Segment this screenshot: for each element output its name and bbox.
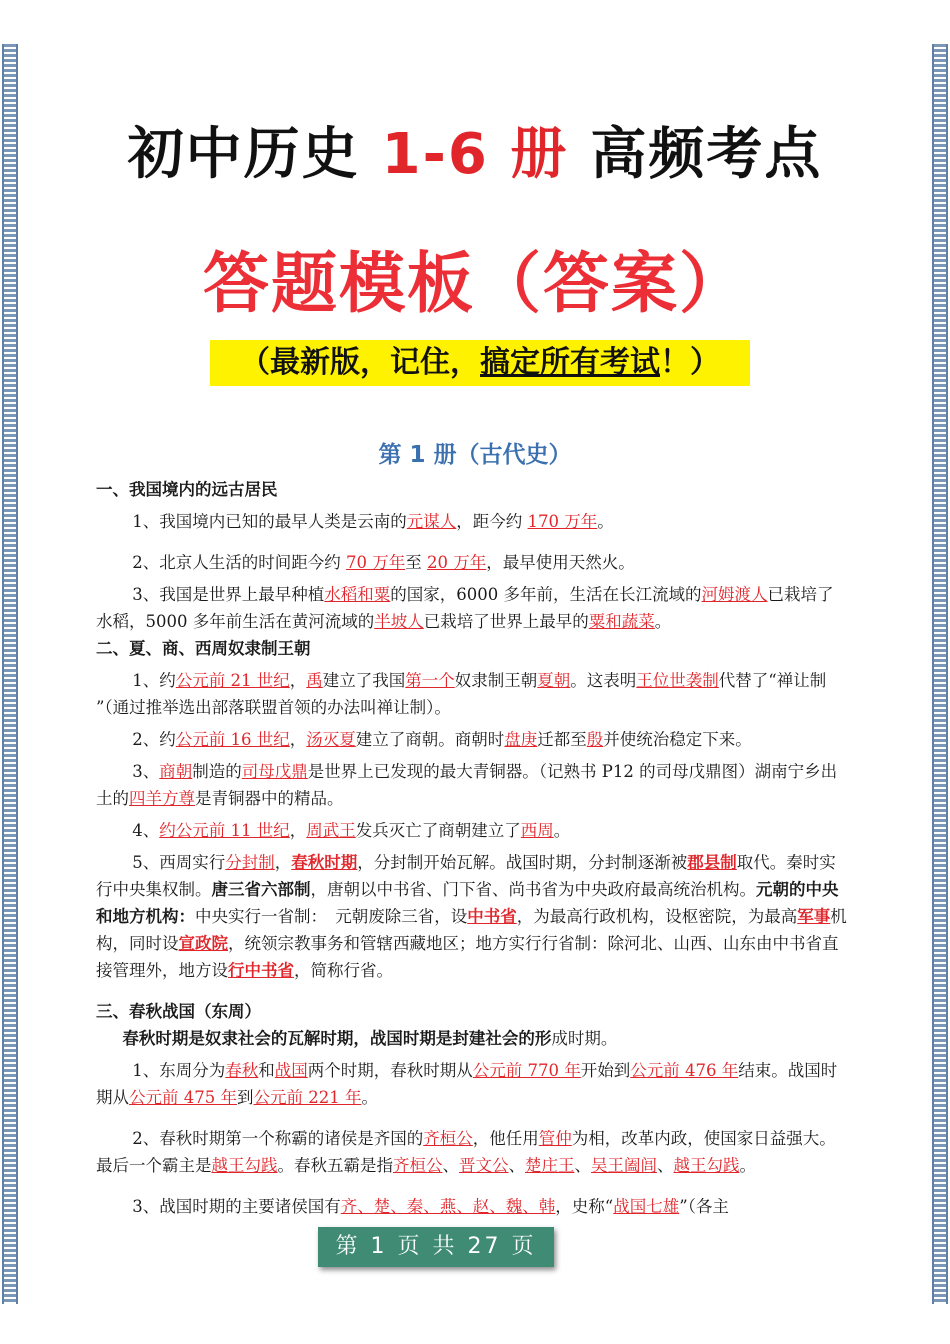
answer: 盘庚 [504,730,538,749]
answer: 分封制 [225,853,275,872]
text: 。 [597,512,614,531]
text: ，统领宗教事务和管辖西藏地区；地方实行行省制：除河北、山西、山东由中书省直接管理外，地方设 [96,934,839,980]
answer: 越王勾践 [673,1156,740,1175]
answer-bold: 行中书省 [228,961,294,980]
text: 。 [361,1088,378,1107]
answer: 越王勾践 [211,1156,278,1175]
section-heading-1: 一、我国境内的远古居民 [96,480,278,499]
text: 1、我国境内已知的最早人类是云南的 [132,512,407,531]
text: ，分封制开始瓦解。战国时期，分封制逐渐被 [357,853,688,872]
answer: 商朝 [159,762,193,781]
text: 。这表明 [570,671,637,690]
answer: 晋文公 [459,1156,509,1175]
text: 至 [405,553,428,572]
bold-term: 唐三省六部制 [211,880,311,899]
answer: 西周 [520,821,554,840]
paragraph-s3-3 [96,1193,850,1220]
answer: 公元前 475 年 [129,1088,237,1107]
text: ”（各主 [679,1197,729,1216]
answer: 王位世袭制 [636,671,719,690]
subtitle-banner [210,340,750,386]
answer: 吴王阖闾 [591,1156,657,1175]
text: 、 [574,1156,591,1175]
text: 是世界上已发现的最大青铜器。（记熟书 P12 的司母戊鼎图）湖南宁乡出土的 [96,762,838,808]
answer: 元谋人 [406,512,457,531]
text: ， [289,730,307,749]
answer: 齐桓公 [423,1129,473,1148]
paragraph-s2-3 [96,758,850,812]
answer: 约公元前 11 世纪 [159,821,290,840]
paragraph-s2-1 [96,667,850,721]
text: 、 [508,1156,525,1175]
answer: 管仲 [538,1129,572,1148]
text: 奴隶制王朝 [454,671,538,690]
main-title [0,110,950,190]
text: 两个时期，春秋时期从 [307,1061,473,1080]
text: ，史称“ [555,1197,614,1216]
text: 机构，同时设 [96,907,847,953]
answer: 齐桓公 [393,1156,443,1175]
paragraph-s2-2 [96,726,850,753]
text: 建立了商朝。商朝时 [355,730,505,749]
paragraph-s1-1 [96,508,850,535]
answer: 第一个 [405,671,455,690]
answer-bold: 宣政院 [178,934,228,953]
answer: 殷 [586,730,604,749]
text: 已栽培了世界上最早的 [423,612,589,631]
text: 到 [236,1088,254,1107]
text: 4、 [132,821,160,840]
text: 中央实行一省制： 元朝废除三省，设 [195,907,468,926]
answer: 公元前 221 年 [253,1088,362,1107]
text: 3、我国是世界上最早种植 [132,585,325,604]
answer: 水稻和粟 [324,585,391,604]
page-number-badge: 第 1 页 共 27 页 [318,1227,554,1267]
text: 结束。战国时期从 [96,1061,838,1107]
subtitle-part-a: （最新版，记住， [240,345,480,380]
text: ，简称行省。 [294,961,393,980]
text: ， [274,853,292,872]
text: 。 [654,612,672,631]
text: 发兵灭亡了商朝建立了 [355,821,521,840]
answer: 战国七雄 [613,1197,680,1216]
text: 已栽培了水稻，5000 多年前生活在黄河流域的 [96,585,834,631]
text: ，他任用 [472,1129,539,1148]
subtitle-part-c: ！） [660,345,720,380]
text: 3、战国时期的主要诸侯国有 [132,1197,341,1216]
text: 1、东周分为 [132,1061,226,1080]
answer: 四羊方尊 [129,789,195,808]
answer: 春秋 [225,1061,259,1080]
answer: 半坡人 [374,612,424,631]
text: 是青铜器中的精品。 [195,789,344,808]
answer-bold: 郡县制 [687,853,737,872]
paragraph-s3-lead [96,1025,850,1052]
text: 取代。秦时实行中央集权制。 [96,853,836,899]
text: 制造的 [192,762,242,781]
text: 迁都至 [537,730,587,749]
text: ， [289,821,307,840]
document-body [96,476,850,1220]
answer: 禹 [306,671,323,690]
paragraph-s1-3 [96,581,850,635]
answer: 公元前 770 年 [472,1061,581,1080]
answer: 齐、楚、秦、燕、赵、魏、韩 [340,1197,556,1216]
text: 并使统治稳定下来。 [603,730,752,749]
answer: 河姆渡人 [701,585,768,604]
text: 2、约 [132,730,176,749]
text: 、 [657,1156,674,1175]
answer: 夏朝 [537,671,571,690]
text: 、 [442,1156,459,1175]
text: 为相，改革内政，使国家日益强大。最后一个霸主是 [96,1129,836,1175]
title-left: 初中历史 [127,122,360,187]
answer-template-title: 答题模板（答案） [203,245,747,322]
answer-bold: 军事 [797,907,831,926]
text: ，唐朝以中书省、门下省、尚书省为中央政府最高统治机构。 [310,880,756,899]
subtitle-part-b: 搞定所有考试 [480,345,660,380]
text: 3、 [132,762,160,781]
text: ，距今约 [456,512,528,531]
paragraph-s1-2 [96,549,850,576]
text: 和 [258,1061,275,1080]
text: ，为最高行政机构，设枢密院，为最高 [516,907,798,926]
answer: 公元前 476 年 [630,1061,739,1080]
text: 。 [553,821,571,840]
paragraph-s3-1 [96,1057,850,1111]
answer: 170 万年 [527,512,598,531]
paragraph-s3-2 [96,1125,850,1179]
answer: 司母戊鼎 [241,762,308,781]
text: 2、春秋时期第一个称霸的诸侯是齐国的 [132,1129,424,1148]
text: ， [289,671,307,690]
answer-bold: 中书省 [467,907,517,926]
paragraph-s2-4 [96,817,850,844]
answer: 公元前 21 世纪 [175,671,290,690]
text: 代替了“禅让制 ”（通过推举选出部落联盟首领的办法叫禅让制）。 [96,671,827,717]
answer: 20 万年 [427,553,487,572]
title-right: 高频考点 [590,122,823,187]
bold-term: 春秋时期是奴隶社会的瓦解时期，战国时期是封建社会的形 [122,1029,552,1048]
section-heading-3: 三、春秋战国（东周） [96,1002,261,1021]
answer: 汤灭夏 [306,730,356,749]
answer: 战国 [274,1061,308,1080]
text: ，最早使用天然火。 [486,553,635,572]
text: 。春秋五霸是指 [277,1156,393,1175]
text: 5、西周实行 [132,853,226,872]
text: 建立了我国 [322,671,406,690]
volume-heading: 第 1 册（古代史） [378,442,572,468]
paragraph-s2-5 [96,849,850,984]
text: 2、北京人生活的时间距今约 [132,553,347,572]
text: 。 [739,1156,756,1175]
section-heading-2: 二、夏、商、西周奴隶制王朝 [96,639,311,658]
text: 开始到 [580,1061,631,1080]
answer: 公元前 16 世纪 [175,730,290,749]
text: 1、约 [132,671,176,690]
text: 成时期。 [551,1029,618,1048]
answer: 周武王 [306,821,356,840]
answer-bold: 春秋时期 [291,853,358,872]
bold-term: 元朝的中央和地方机构： [96,880,839,926]
answer: 粟和蔬菜 [588,612,655,631]
answer: 70 万年 [346,553,406,572]
text: 的国家，6000 多年前，生活在长江流域的 [390,585,702,604]
answer: 楚庄王 [525,1156,575,1175]
title-volumes: 1-6 册 [381,122,569,187]
